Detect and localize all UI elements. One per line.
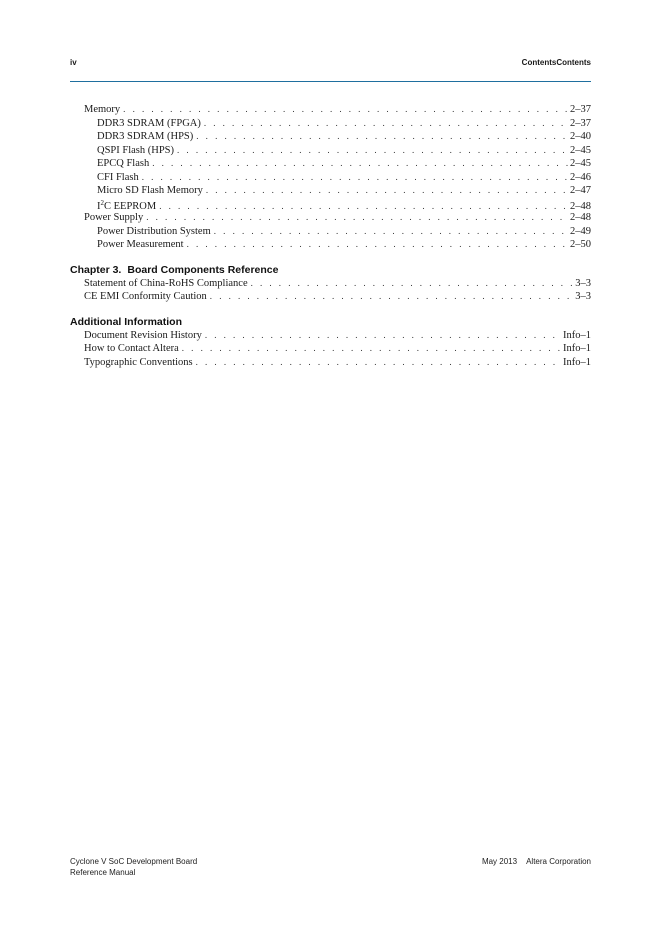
chapter-3-heading[interactable]: Chapter 3. Board Components Reference bbox=[70, 263, 279, 276]
toc-entry-ddr3-fpga[interactable]: DDR3 SDRAM (FPGA) . . . 2–37 bbox=[70, 118, 591, 132]
toc-entry-power-supply[interactable]: Power Supply . . . 2–48 bbox=[70, 212, 591, 226]
footer-date-company bbox=[482, 856, 591, 867]
dot-leader bbox=[152, 158, 568, 168]
toc-entry-memory[interactable]: Memory . . . 2–37 bbox=[70, 104, 591, 118]
toc-entry-ce-emi[interactable]: CE EMI Conformity Caution . . . 3–3 bbox=[70, 291, 591, 305]
toc-entry-power-distribution[interactable]: Power Distribution System . . . 2–49 bbox=[70, 226, 591, 240]
header-rule bbox=[70, 81, 591, 82]
toc-entry-revision-history[interactable]: Document Revision History . . . Info–1 bbox=[70, 330, 591, 344]
toc-entry-qspi-flash[interactable]: QSPI Flash (HPS) . . . 2–45 bbox=[70, 145, 591, 159]
additional-information-heading[interactable]: Additional Information bbox=[70, 315, 182, 328]
dot-leader bbox=[196, 357, 561, 367]
dot-leader bbox=[210, 291, 573, 301]
toc-entry-i2c-eeprom[interactable]: $I^2C$ EEPROM . . . 2–48 bbox=[70, 199, 591, 213]
dot-leader bbox=[196, 131, 568, 141]
table-of-contents bbox=[70, 104, 591, 370]
dot-leader bbox=[251, 278, 574, 288]
dot-leader bbox=[159, 201, 568, 211]
dot-leader bbox=[214, 226, 568, 236]
toc-entry-epcq-flash[interactable]: EPCQ Flash . . . 2–45 bbox=[70, 158, 591, 172]
footer-company: Altera Corporation bbox=[526, 857, 591, 866]
dot-leader bbox=[204, 118, 568, 128]
toc-entry-ddr3-hps[interactable]: DDR3 SDRAM (HPS) . . . 2–40 bbox=[70, 131, 591, 145]
toc-entry-power-measurement[interactable]: Power Measurement . . . 2–50 bbox=[70, 239, 591, 253]
toc-entry-contact-altera[interactable]: How to Contact Altera . . . Info–1 bbox=[70, 343, 591, 357]
dot-leader bbox=[146, 212, 568, 222]
dot-leader bbox=[187, 239, 568, 249]
running-header-title: ContentsContents bbox=[521, 58, 591, 67]
toc-entry-typographic-conventions[interactable]: Typographic Conventions . . . Info–1 bbox=[70, 357, 591, 371]
dot-leader bbox=[142, 172, 568, 182]
dot-leader bbox=[123, 104, 568, 114]
dot-leader bbox=[177, 145, 568, 155]
toc-entry-cfi-flash[interactable]: CFI Flash . . . 2–46 bbox=[70, 172, 591, 186]
footer-date: May 2013 bbox=[481, 857, 518, 866]
toc-entry-micro-sd[interactable]: Micro SD Flash Memory . . . 2–47 bbox=[70, 185, 591, 199]
dot-leader bbox=[182, 343, 561, 353]
page-number: iv bbox=[70, 58, 77, 67]
toc-entry-china-rohs[interactable]: Statement of China-RoHS Compliance . . . 3–3 bbox=[70, 278, 591, 292]
dot-leader bbox=[206, 185, 568, 195]
footer-document-title: Cyclone V SoC Development Board Reference Manual bbox=[70, 857, 198, 877]
dot-leader bbox=[205, 330, 561, 340]
